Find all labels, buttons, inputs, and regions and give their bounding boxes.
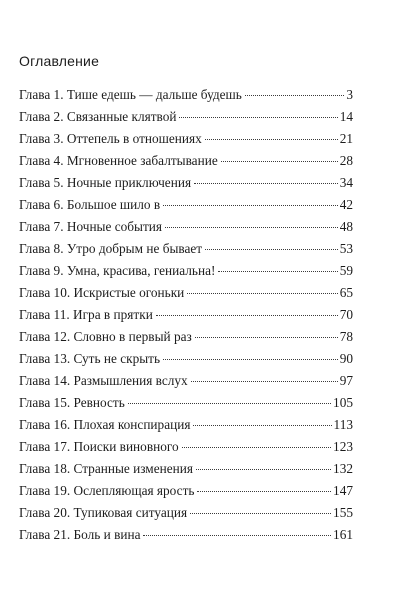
toc-entry-title: Глава 19. Ослепляющая ярость — [19, 483, 195, 498]
toc-entry-title: Глава 4. Мгновенное забалтывание — [19, 153, 218, 168]
toc-leader-dots — [195, 337, 338, 338]
toc-entry-title: Глава 1. Тише едешь — дальше будешь — [19, 87, 242, 102]
toc-leader-dots — [205, 249, 338, 250]
toc-leader-dots — [218, 271, 337, 272]
toc-entry-page: 42 — [339, 197, 353, 212]
toc-entry-page: 21 — [339, 131, 353, 146]
toc-entry-title: Глава 20. Тупиковая ситуация — [19, 505, 188, 520]
toc-entry-title: Глава 9. Умна, красива, гениальна! — [19, 263, 216, 278]
toc-entry — [19, 524, 353, 546]
toc-entry-title: Глава 18. Странные изменения — [19, 461, 193, 476]
toc-leader-dots — [190, 513, 331, 514]
toc-entry-page: 161 — [333, 527, 353, 542]
toc-entry-page: 53 — [339, 241, 353, 256]
toc-entry — [19, 128, 353, 150]
toc-entry-page: 78 — [339, 329, 353, 344]
toc-entry — [19, 348, 353, 370]
toc-entry-title: Глава 5. Ночные приключения — [19, 175, 192, 190]
toc-title: Оглавление — [19, 53, 100, 69]
toc-leader-dots — [245, 95, 344, 96]
toc-entry-title: Глава 13. Суть не скрыть — [19, 351, 161, 366]
toc-leader-dots — [182, 447, 331, 448]
toc-entry-title: Глава 7. Ночные события — [19, 219, 163, 234]
toc-entry — [19, 502, 353, 524]
toc-entry-page: 65 — [339, 285, 353, 300]
toc-entry-page: 97 — [339, 373, 353, 388]
toc-leader-dots — [156, 315, 338, 316]
toc-entry-title: Глава 12. Словно в первый раз — [19, 329, 192, 344]
toc-entry — [19, 392, 353, 414]
toc-leader-dots — [187, 293, 337, 294]
toc-leader-dots — [163, 359, 338, 360]
toc-entry-page: 105 — [333, 395, 353, 410]
toc-entry — [19, 172, 353, 194]
toc-list — [19, 84, 353, 546]
toc-leader-dots — [179, 117, 337, 118]
toc-entry — [19, 458, 353, 480]
toc-entry — [19, 194, 353, 216]
toc-entry-page: 147 — [333, 483, 353, 498]
toc-leader-dots — [196, 469, 331, 470]
toc-entry-title: Глава 17. Поиски виновного — [19, 439, 179, 454]
toc-entry-page: 113 — [333, 417, 353, 432]
toc-entry-title: Глава 8. Утро добрым не бывает — [19, 241, 203, 256]
toc-entry-page: 123 — [333, 439, 353, 454]
toc-entry-page: 90 — [339, 351, 353, 366]
toc-entry-page: 3 — [346, 87, 353, 102]
toc-entry-page: 34 — [339, 175, 353, 190]
toc-entry — [19, 238, 353, 260]
toc-entry-page: 155 — [333, 505, 353, 520]
toc-entry-page: 28 — [339, 153, 353, 168]
toc-leader-dots — [194, 183, 338, 184]
toc-entry-title: Глава 15. Ревность — [19, 395, 125, 410]
toc-entry — [19, 436, 353, 458]
toc-leader-dots — [163, 205, 338, 206]
toc-leader-dots — [165, 227, 338, 228]
toc-entry-title: Глава 14. Размышления вслух — [19, 373, 188, 388]
toc-entry-page: 48 — [339, 219, 353, 234]
toc-leader-dots — [205, 139, 338, 140]
toc-leader-dots — [191, 381, 338, 382]
toc-entry-page: 59 — [339, 263, 353, 278]
toc-entry — [19, 304, 353, 326]
toc-entry-page: 132 — [333, 461, 353, 476]
toc-entry — [19, 150, 353, 172]
toc-entry-title: Глава 11. Игра в прятки — [19, 307, 153, 322]
toc-entry-title: Глава 21. Боль и вина — [19, 527, 141, 542]
toc-leader-dots — [197, 491, 331, 492]
toc-leader-dots — [221, 161, 338, 162]
toc-leader-dots — [143, 535, 331, 536]
toc-leader-dots — [128, 403, 331, 404]
toc-entry — [19, 326, 353, 348]
toc-entry — [19, 106, 353, 128]
toc-entry-title: Глава 16. Плохая конспирация — [19, 417, 191, 432]
toc-entry — [19, 414, 353, 436]
toc-entry-title: Глава 2. Связанные клятвой — [19, 109, 177, 124]
toc-entry-title: Глава 6. Большое шило в — [19, 197, 161, 212]
toc-entry — [19, 370, 353, 392]
toc-entry-title: Глава 3. Оттепель в отношениях — [19, 131, 202, 146]
toc-entry-page: 14 — [339, 109, 353, 124]
toc-leader-dots — [193, 425, 331, 426]
toc-entry — [19, 84, 353, 106]
toc-entry-page: 70 — [339, 307, 353, 322]
toc-entry-title: Глава 10. Искристые огоньки — [19, 285, 185, 300]
toc-entry — [19, 260, 353, 282]
toc-entry — [19, 480, 353, 502]
toc-entry — [19, 282, 353, 304]
toc-entry — [19, 216, 353, 238]
